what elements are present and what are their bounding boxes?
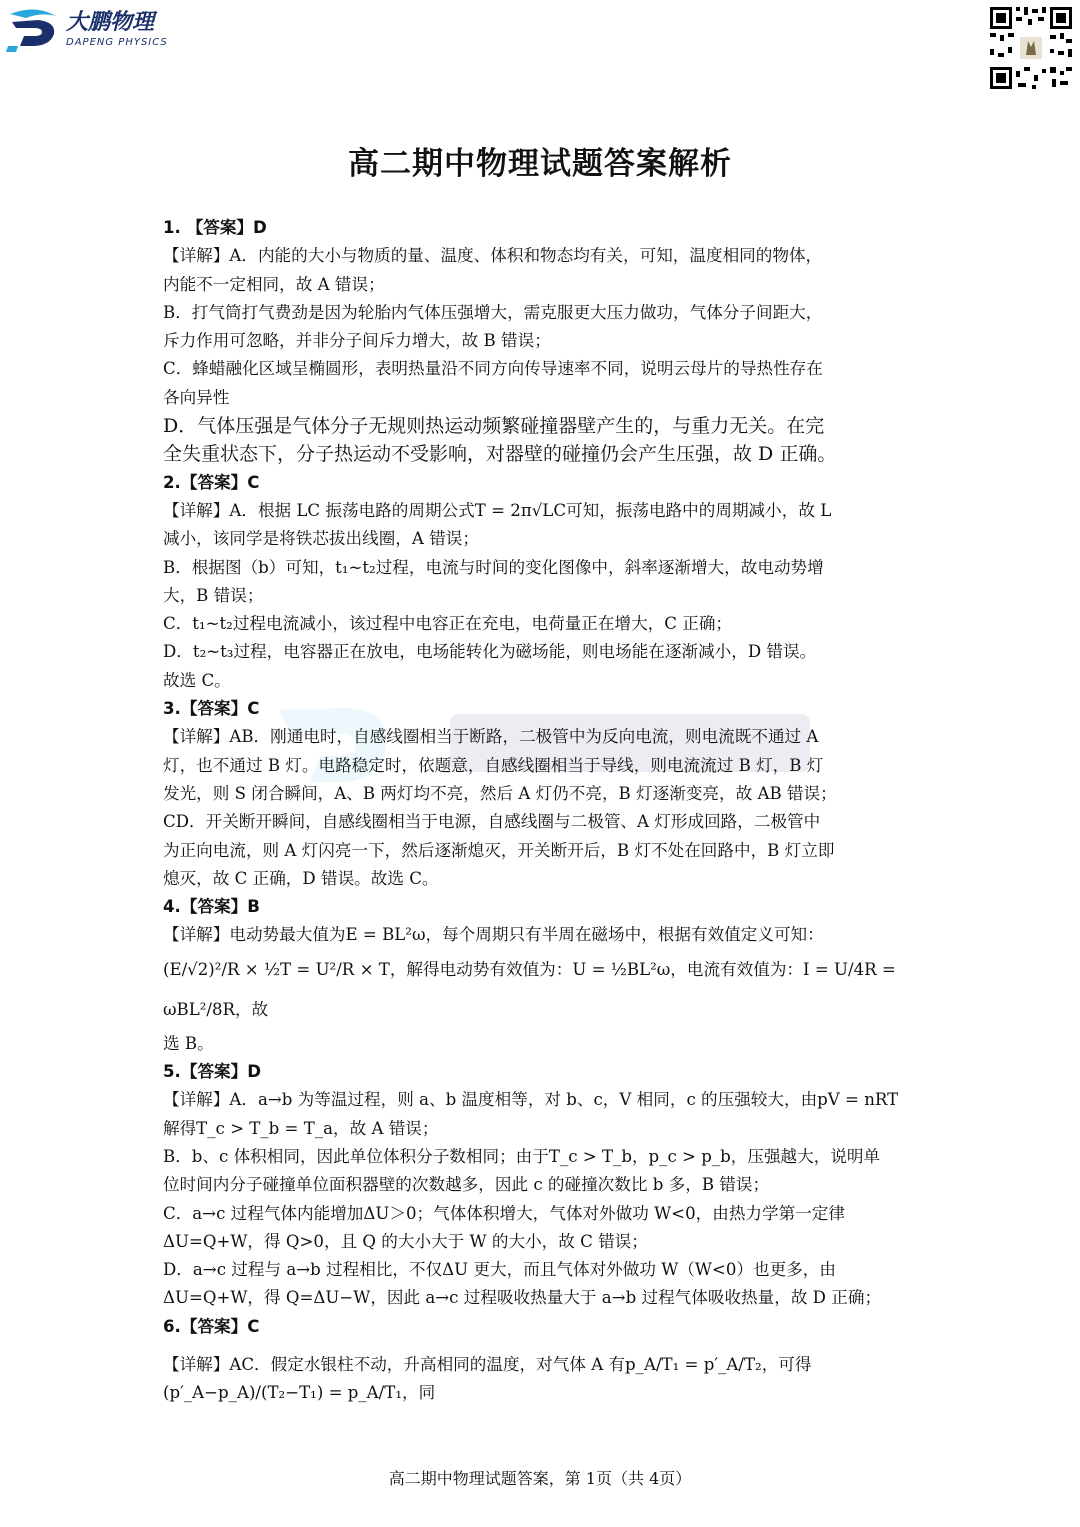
q2-line-1: 【详解】A．根据 LC 振荡电路的周期公式T = 2π√LC可知，振荡电路中的周期减小，故 L xyxy=(163,500,832,520)
question-4-answer: 4.【答案】B xyxy=(163,897,260,917)
q1-line-7: D．气体压强是气体分子无规则热运动频繁碰撞器壁产生的，与重力无关。在完 xyxy=(163,415,825,438)
q5-line-5: C．a→c 过程气体内能增加ΔU＞0；气体体积增大，气体对外做功 W<0，由热力学第一定律 xyxy=(163,1203,845,1223)
q1-line-4: 斥力作用可忽略，并非分子间斥力增大，故 B 错误； xyxy=(163,331,551,351)
q2-line-4: 大，B 错误； xyxy=(163,585,264,605)
question-2-answer: 2.【答案】C xyxy=(163,472,260,492)
q1-line-5: C．蜂蜡融化区域呈椭圆形，表明热量沿不同方向传导速率不同，说明云母片的导热性存在 xyxy=(163,359,823,379)
q1-line-8: 全失重状态下，分子热运动不受影响，对器壁的碰撞仍会产生压强，故 D 正确。 xyxy=(163,443,837,466)
q3-line-5: 为正向电流，则 A 灯闪亮一下，然后逐渐熄灭，开关断开后，B 灯不处在回路中，B 灯立即 xyxy=(163,840,835,860)
page-footer: 高二期中物理试题答案，第 1页（共 4页） xyxy=(388,1469,692,1488)
q1-line-6: 各向异性 xyxy=(163,387,230,407)
logo-chinese-name: 大鹏物理 xyxy=(66,10,155,35)
q2-line-2: 减小，该同学是将铁芯拔出线圈，A 错误； xyxy=(163,529,479,549)
q3-line-2: 灯，也不通过 B 灯。电路稳定时，依题意，自感线圈相当于导线，则电流流过 B 灯，B 灯 xyxy=(163,755,824,775)
q6-line-1: 【详解】AC．假定水银柱不动，升高相同的温度，对气体 A 有p_A/T₁ = p′_A/T₂，可得(p′_A−p_A)/(T₂−T₁) = p_A/T₁，同 xyxy=(163,1354,812,1403)
question-5-answer: 5.【答案】D xyxy=(163,1062,261,1082)
q1-line-3: B．打气筒打气费劲是因为轮胎内气体压强增大，需克服更大压力做功，气体分子间距大， xyxy=(163,302,823,322)
q5-line-8: ΔU=Q+W，得 Q=ΔU−W，因此 a→c 过程吸收热量大于 a→b 过程气体吸收热量，故 D 正确； xyxy=(163,1288,882,1308)
q1-line-1: 【详解】A．内能的大小与物质的量、温度、体积和物态均有关，可知，温度相同的物体， xyxy=(163,246,823,266)
q4-line-1: 【详解】电动势最大值为E = BL²ω，每个周期只有半周在磁场中，根据有效值定义可知： xyxy=(163,925,824,945)
q3-line-3: 发光，则 S 闭合瞬间，A、B 两灯均不亮，然后 A 灯仍不亮，B 灯逐渐变亮，故 AB 错误； xyxy=(163,783,837,803)
q5-line-7: D．a→c 过程与 a→b 过程相比，不仅ΔU 更大，而且气体对外做功 W（W<0）也更多，由 xyxy=(163,1260,836,1280)
qr-code-icon xyxy=(988,5,1074,91)
q5-line-2: 解得T_c > T_b = T_a，故 A 错误； xyxy=(163,1118,439,1138)
q2-line-3: B．根据图（b）可知，t₁~t₂过程，电流与时间的变化图像中，斜率逐渐增大，故电动势增 xyxy=(163,557,824,577)
q3-line-4: CD．开关断开瞬间，自感线圈相当于电源，自感线圈与二极管、A 灯形成回路，二极管中 xyxy=(163,812,821,832)
q1-line-2: 内能不一定相同，故 A 错误； xyxy=(163,274,385,294)
question-1-answer: 1. 【答案】D xyxy=(163,218,267,237)
q4-line-2: (E/√2)²/R × ½T = U²/R × T，解得电动势有效值为：U = ½BL²ω，电流有效值为：I = U/4R = ωBL²/8R，故 xyxy=(163,959,896,1019)
q5-line-1: 【详解】A．a→b 为等温过程，则 a、b 温度相等，对 b、c，V 相同，c 的压强较大，由pV = nRT xyxy=(163,1090,899,1110)
logo-english-name: DAPENG PHYSICS xyxy=(66,37,168,48)
q3-line-1: 【详解】AB．刚通电时，自感线圈相当于断路，二极管中为反向电流，则电流既不通过 A xyxy=(163,727,819,747)
q5-line-3: B．b、c 体积相同，因此单位体积分子数相同；由于T_c > T_b，p_c > p_b，压强越大，说明单 xyxy=(163,1146,881,1166)
answer-content xyxy=(163,214,918,1408)
q3-line-6: 熄灭，故 C 正确，D 错误。故选 C。 xyxy=(163,868,439,888)
q2-line-7: 故选 C。 xyxy=(163,670,231,690)
logo-mark-icon xyxy=(6,6,62,52)
question-3-answer: 3.【答案】C xyxy=(163,699,260,719)
page-title: 高二期中物理试题答案解析 xyxy=(348,146,732,182)
q5-line-6: ΔU=Q+W，得 Q>0，且 Q 的大小大于 W 的大小，故 C 错误； xyxy=(163,1231,648,1251)
question-6-answer: 6.【答案】C xyxy=(163,1316,260,1336)
q4-line-3: 选 B。 xyxy=(163,1033,214,1053)
dapeng-logo xyxy=(6,6,206,54)
q2-line-5: C．t₁~t₂过程电流减小，该过程中电容正在充电，电荷量正在增大，C 正确； xyxy=(163,614,733,634)
q2-line-6: D．t₂~t₃过程，电容器正在放电，电场能转化为磁场能，则电场能在逐渐减小，D 错误。 xyxy=(163,642,817,662)
q5-line-4: 位时间内分子碰撞单位面积器壁的次数越多，因此 c 的碰撞次数比 b 多，B 错误； xyxy=(163,1175,770,1195)
